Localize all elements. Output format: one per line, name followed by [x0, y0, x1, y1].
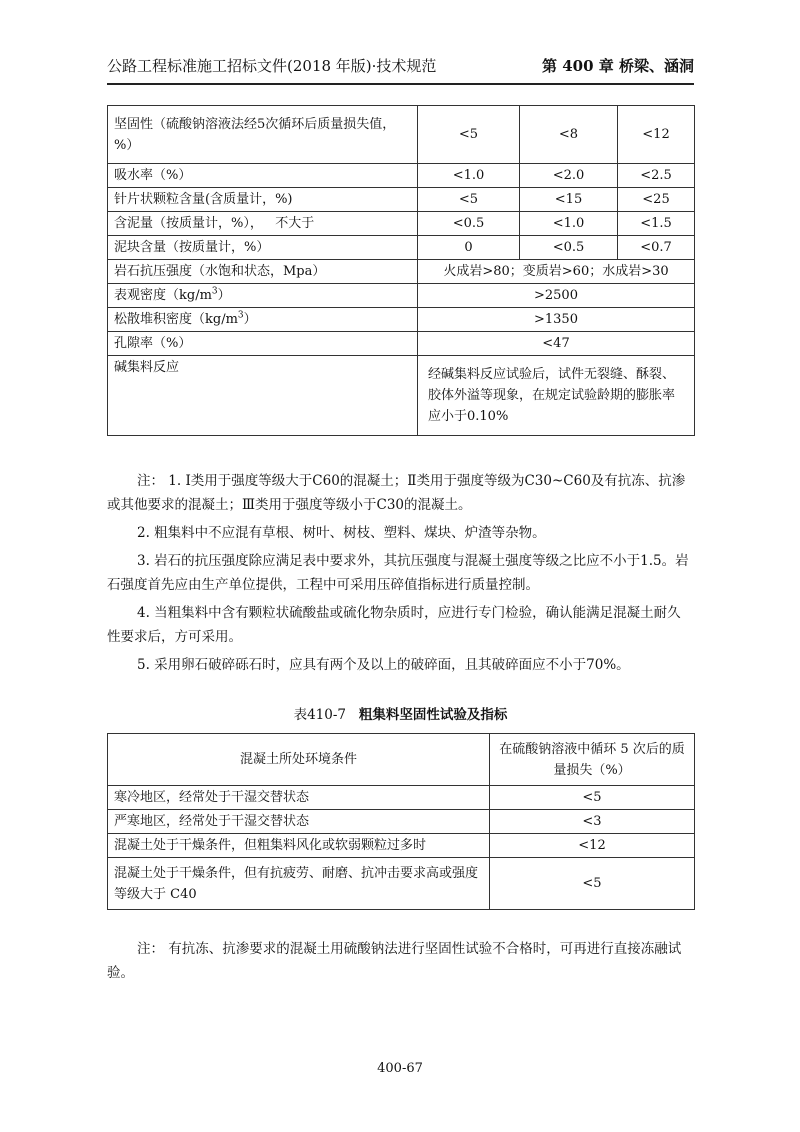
table-row — [108, 260, 695, 284]
class-i-value: <1.0 — [418, 164, 520, 188]
table-row — [108, 834, 695, 858]
table-row — [108, 106, 695, 164]
row-label: 松散堆积密度$(kg/m^3)$ — [108, 308, 418, 332]
note-4: 4. 当粗集料中含有颗粒状硫酸盐或硫化物杂质时，应进行专门检验，确认能满足混凝土耐久性要求后，方可采用。 — [107, 605, 681, 645]
table-row — [108, 858, 695, 910]
class-ii-value: <0.5 — [520, 236, 618, 260]
table2-note: 注： 有抗冻、抗渗要求的混凝土用硫酸钠法进行坚固性试验不合格时，可再进行直接冻融试验。 — [107, 941, 682, 981]
mass-loss-cell: <12 — [490, 834, 695, 858]
condition-cell: 寒冷地区，经常处于干湿交替状态 — [108, 786, 490, 810]
condition-cell: 混凝土处于干燥条件，但有抗疲劳、耐磨、抗冲击要求高或强度等级大于 C40 — [108, 858, 490, 910]
class-iii-value: <2.5 — [618, 164, 695, 188]
class-iii-value: <0.7 — [618, 236, 695, 260]
page-number: 400-67 — [377, 1061, 423, 1076]
mass-loss-cell: <3 — [490, 810, 695, 834]
table-row — [108, 786, 695, 810]
class-iii-value: <25 — [618, 188, 695, 212]
class-i-value: <5 — [418, 188, 520, 212]
column-header-mass-loss: 在硫酸钠溶液中循环 5 次后的质量损失（%） — [490, 734, 695, 786]
class-ii-value: <15 — [520, 188, 618, 212]
table-row — [108, 332, 695, 356]
row-label: 泥块含量（按质量计，%） — [108, 236, 418, 260]
condition-cell: 严寒地区，经常处于干湿交替状态 — [108, 810, 490, 834]
merged-value: >2500 — [418, 284, 695, 308]
caption-title: 粗集料坚固性试验及指标 — [358, 707, 508, 723]
merged-value: 火成岩>80；变质岩>60；水成岩>30 — [418, 260, 695, 284]
table-row — [108, 188, 695, 212]
condition-cell: 混凝土处于干燥条件，但粗集料风化或软弱颗粒过多时 — [108, 834, 490, 858]
document-title: 公路工程标准施工招标文件(2018 年版)·技术规范 — [107, 57, 437, 75]
table-row — [108, 356, 695, 436]
merged-value: >1350 — [418, 308, 695, 332]
mass-loss-cell: <5 — [490, 786, 695, 810]
table-row — [108, 308, 695, 332]
class-i-value: <0.5 — [418, 212, 520, 236]
note-1: 注： 1. Ⅰ类用于强度等级大于C60的混凝土；Ⅱ类用于强度等级为C30~C60及有抗冻、抗渗或其他要求的混凝土；Ⅲ类用于强度等级小于C30的混凝土。 2. 粗集料中不应混有草根、树叶、树枝、塑料、煤块、炉渣等杂物。 3. 岩石的抗压强度除应满足表中要求外，其抗压强度与混凝土强度等级之比应不小于1.5。岩石强度首先应由生产单位提供，工程中可采用压碎值指标进行质量控制。 4. 当粗集料中含有颗粒状硫酸盐或硫化物杂质时，应进行专门检验，确认能满足混凝土耐久性要求后，方可采用。 5. 采用卵石破碎砾石时，应具有两个及以上的破碎面，且其破碎面应不小于70%。 — [107, 469, 694, 677]
class-ii-value: <8 — [520, 106, 618, 164]
class-iii-value: <12 — [618, 106, 695, 164]
row-label: 碱集料反应 — [108, 356, 418, 436]
row-label: 孔隙率（%） — [108, 332, 418, 356]
table-row — [108, 236, 695, 260]
row-label: 针片状颗粒含量(含质量计，%) — [108, 188, 418, 212]
class-iii-value: <1.5 — [618, 212, 695, 236]
table-row — [108, 164, 695, 188]
mass-loss-cell: <5 — [490, 858, 695, 910]
soundness-test-table — [107, 733, 695, 910]
table-row — [108, 810, 695, 834]
page-header — [107, 55, 694, 85]
class-ii-value: <2.0 — [520, 164, 618, 188]
class-i-value: 0 — [418, 236, 520, 260]
table-row — [108, 212, 695, 236]
chapter-title: 第 400 章 桥梁、涵洞 — [542, 57, 694, 75]
row-label: 表观密度$(kg/m^3)$ — [108, 284, 418, 308]
header-rule — [107, 83, 694, 85]
merged-value: 经碱集料反应试验后，试件无裂缝、酥裂、胶体外溢等现象，在规定试验龄期的膨胀率应小于0.10% — [418, 356, 695, 436]
note-3: 3. 岩石的抗压强度除应满足表中要求外，其抗压强度与混凝土强度等级之比应不小于1.5。岩石强度首先应由生产单位提供，工程中可采用压碎值指标进行质量控制。 — [107, 553, 689, 593]
row-label: 吸水率（%） — [108, 164, 418, 188]
merged-value: <47 — [418, 332, 695, 356]
class-ii-value: <1.0 — [520, 212, 618, 236]
table-header-row — [108, 734, 695, 786]
column-header-condition: 混凝土所处环境条件 — [108, 734, 490, 786]
note-2: 2. 粗集料中不应混有草根、树叶、树枝、塑料、煤块、炉渣等杂物。 — [137, 525, 546, 541]
table-caption — [107, 703, 694, 723]
row-label: 坚固性（硫酸钠溶液法经5次循环后质量损失值，%） — [108, 106, 418, 164]
note-5: 5. 采用卵石破碎砾石时，应具有两个及以上的破碎面，且其破碎面应不小于70%。 — [137, 657, 630, 673]
coarse-aggregate-spec-table — [107, 105, 695, 436]
row-label: 含泥量（按质量计，%）， 不大于 — [108, 212, 418, 236]
caption-number: 表410-7 — [293, 707, 347, 723]
table-row — [108, 284, 695, 308]
class-i-value: <5 — [418, 106, 520, 164]
row-label: 岩石抗压强度（水饱和状态，Mpa） — [108, 260, 418, 284]
